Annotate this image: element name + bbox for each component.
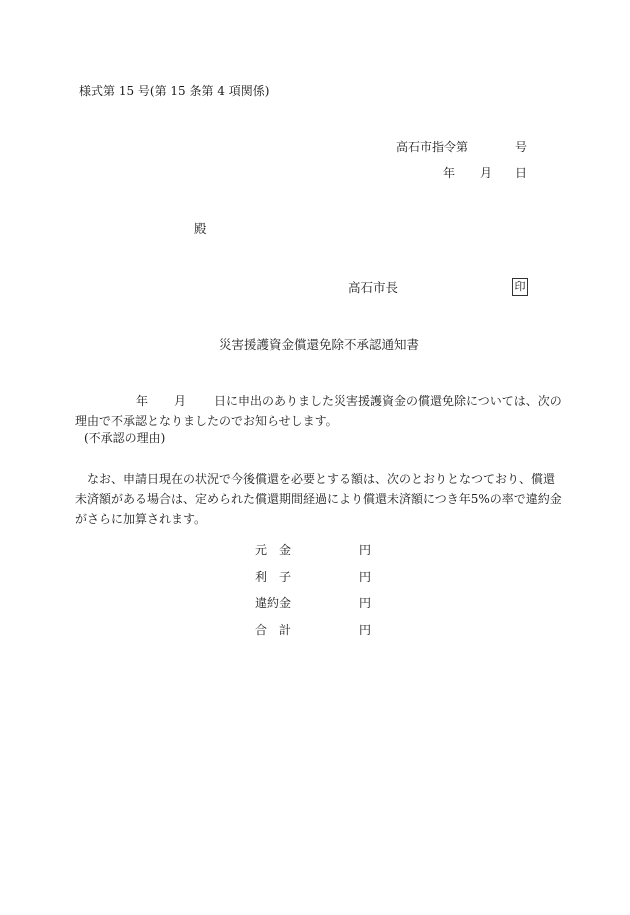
issuer-name: 高石市長 xyxy=(348,280,399,295)
yen-unit: 円 xyxy=(359,596,372,610)
application-month-label: 月 xyxy=(174,394,187,408)
date-day-label: 日 xyxy=(514,166,527,180)
form-number: 様式第 15 号(第 15 条第 4 項関係) xyxy=(79,84,270,98)
repayment-line-1: なお、申請日現在の状況で今後償還を必要とする額は、次のとおりとなつており、償還 xyxy=(87,472,556,486)
amount-row-principal xyxy=(255,544,375,571)
amount-row-interest xyxy=(255,571,375,598)
notice-paragraph xyxy=(75,391,562,431)
directive-go-suffix: 号 xyxy=(514,140,527,154)
addressee-honorific: 殿 xyxy=(194,221,207,236)
amount-label: 元 金 xyxy=(255,543,292,557)
yen-unit: 円 xyxy=(359,622,372,637)
document-title: 災害援護資金償還免除不承認通知書 xyxy=(219,337,420,352)
repayment-line-3: がさらに加算されます。 xyxy=(75,512,207,526)
yen-unit: 円 xyxy=(359,569,372,584)
date-year-label: 年 xyxy=(443,166,456,180)
amounts-table xyxy=(255,544,375,650)
directive-label: 高石市指令第 xyxy=(396,140,469,154)
amount-label: 違約金 xyxy=(255,596,292,610)
date-month-label: 月 xyxy=(480,166,493,180)
notice-line-2: 理由で不承認となりましたのでお知らせします。 xyxy=(75,414,338,428)
rejection-reason-label: (不承認の理由) xyxy=(84,431,166,445)
seal-box: 印 xyxy=(512,278,528,296)
yen-unit: 円 xyxy=(359,543,372,557)
amount-row-total xyxy=(255,624,375,651)
notice-line-1: 年 月 日に申出のありました災害援護資金の償還免除については、次の xyxy=(75,391,553,411)
amount-row-penalty xyxy=(255,597,375,624)
notice-line-1-text: 日に申出のありました災害援護資金の償還免除については、次の xyxy=(214,394,562,408)
repayment-line-2: 未済額がある場合は、定められた償還期間経過により償還未済額につき年5%の率で違約金 xyxy=(75,492,562,506)
amount-label: 利 子 xyxy=(255,569,292,584)
repayment-paragraph xyxy=(75,469,562,529)
amount-label: 合 計 xyxy=(255,622,292,637)
